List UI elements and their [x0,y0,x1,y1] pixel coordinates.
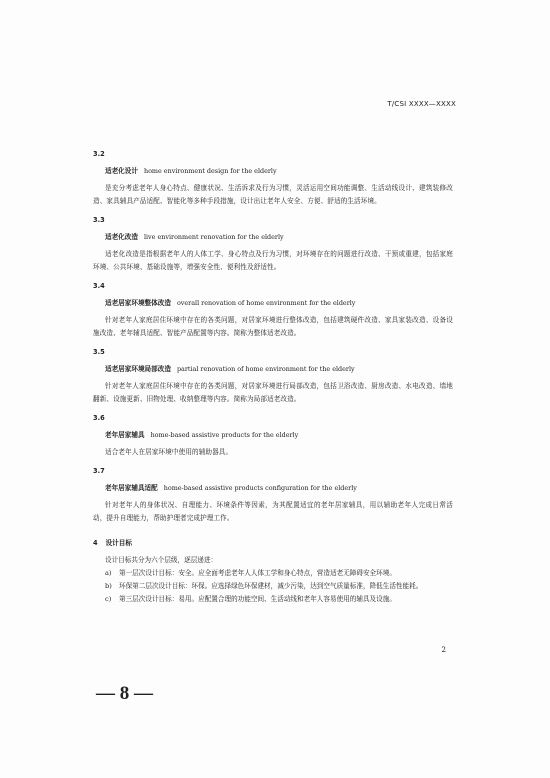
list-item [93,567,453,580]
term-chinese: 适老化改造 [105,233,138,241]
section-number: 3.2 [93,150,105,158]
clause-heading [93,537,453,550]
clause-number: 4 [93,539,98,547]
term-definition: 针对老年人家庭居住环境中存在的各类问题，对居家环境进行局部改造，包括卫浴改造、厨房改造、水电改造、墙地翻新、设施更新、旧物处理、收纳整理等内容。简称为局部适老改造。 [93,382,453,403]
term-definition: 针对老年人的身体状况、自理能力、环境条件等因素，为其配置适宜的老年居家辅具，用以辅助老年人完成日常活动，提升自理能力，帮助护理者完成护理工作。 [93,501,453,522]
term-english: live environment renovation for the elderly [143,233,284,241]
list-marker: b) [105,582,112,590]
section-3-3 [93,214,453,274]
term-english: partial renovation of home environment for the elderly [176,365,355,373]
section-number: 3.6 [93,414,105,422]
list-marker: c) [105,595,112,603]
term-chinese: 适老居家环境局部改造 [105,365,171,373]
list-marker: a) [105,569,112,577]
document-body [93,142,453,606]
term-chinese: 适老居家环境整体改造 [105,299,171,307]
section-3-4 [93,280,453,340]
term-definition: 针对老年人家庭居住环境中存在的各类问题，对居家环境进行整体改造，包括建筑硬件改造、家具家装改造、设备设施改造、老年辅具适配、智能产品配置等内容。简称为整体适老改造。 [93,316,453,337]
term [93,482,453,495]
list-item-text: 环保第二层次设计目标：环保。应选择绿色环保建材，减少污染，达到空气质量标准，降低生活性能耗。 [119,582,423,590]
section-number: 3.5 [93,348,105,356]
clause-title: 设计目标 [105,539,132,547]
section-number: 3.4 [93,282,105,290]
term-chinese: 老年居家辅具适配 [105,484,158,492]
term-english: home-based assistive products configuration for the elderly [163,484,357,492]
term [93,165,453,178]
page-number: 2 [441,646,446,654]
term [93,231,453,244]
section-3-5 [93,346,453,406]
term-english: home-based assistive products for the elderly [150,431,299,439]
goals-intro: 设计目标共分为六个层级，逐层递进： [105,556,218,564]
term [93,297,453,310]
list-item [93,580,453,593]
section-number: 3.7 [93,467,105,475]
term [93,363,453,376]
standard-code: T/CSI XXXX—XXXX [387,100,456,108]
term [93,429,453,442]
term-english: home environment design for the elderly [143,167,277,175]
term-definition: 适老化改造是指根据老年人的人体工学、身心特点及行为习惯，对环境存在的问题进行改造、干预或重建，包括家庭环境、公共环境、基础设施等，增强安全性、便利性及舒适性。 [93,250,453,271]
section-3-7 [93,465,453,525]
term-chinese: 适老化设计 [105,167,138,175]
list-item-text: 第一层次设计目标：安全。应全面考虑老年人人体工学和身心特点，营造适老无障碍安全环境。 [119,569,396,577]
term-definition: 适合老年人在居家环境中使用的辅助器具。 [105,448,233,456]
section-3-2 [93,148,453,208]
term-chinese: 老年居家辅具 [105,431,145,439]
list-item-text: 第三层次设计目标：易用。应配置合理的功能空间、生活动线和老年人容易使用的辅具及设施。 [119,595,396,603]
list-item [93,593,453,606]
section-number: 3.3 [93,216,105,224]
term-english: overall renovation of home environment for the elderly [176,299,356,307]
footer-page-label: — 8 — [96,683,153,704]
section-3-6 [93,412,453,459]
term-definition: 是充分考虑老年人身心特点、健康状况、生活诉求及行为习惯，灵活运用空间功能调整、生活动线设计、建筑装修改造、家具辅具产品适配、智能化等多种手段措施，设计出让老年人安全、方便、舒适的生活环境。 [93,184,453,205]
